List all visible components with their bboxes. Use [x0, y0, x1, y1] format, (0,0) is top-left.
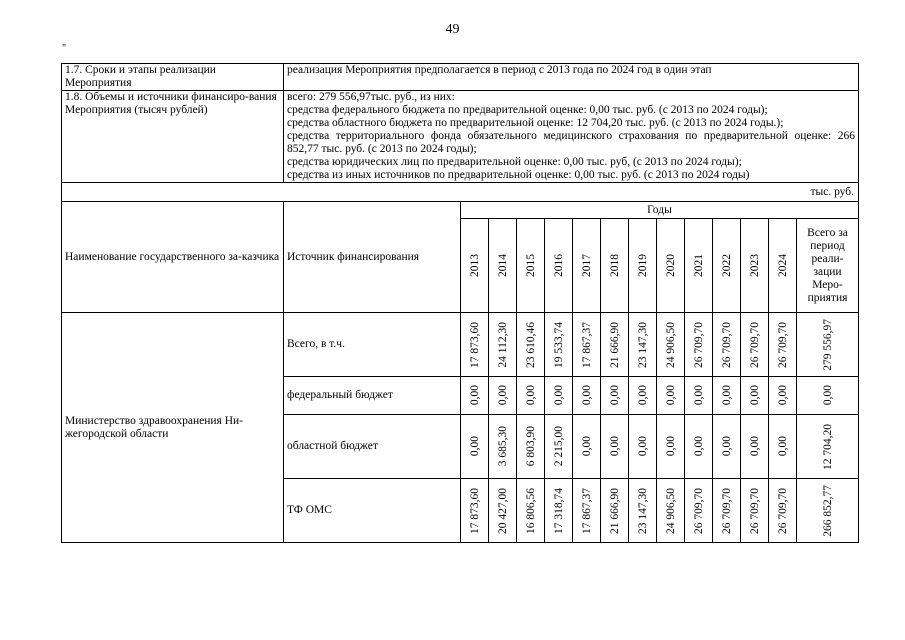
cell-content	[573, 254, 600, 277]
value-cell	[629, 377, 657, 415]
cell-text: 24 906,50	[664, 321, 677, 368]
cell-content	[713, 436, 740, 456]
cell-content	[545, 322, 572, 368]
cell-text: 0,00	[692, 385, 705, 406]
cell-text: 2014	[496, 254, 509, 277]
cell-text: 2013	[468, 254, 481, 277]
cell-content	[769, 322, 796, 368]
cell-text: 0,00	[748, 385, 761, 406]
cell-content	[601, 436, 628, 456]
value-cell	[545, 479, 573, 543]
cell-text: 2020	[664, 254, 677, 277]
value-cell	[769, 377, 797, 415]
cell-content	[489, 426, 516, 466]
year-header	[461, 219, 489, 313]
cell-text: 279 556,97	[821, 318, 834, 371]
value-cell	[657, 377, 685, 415]
total-cell	[797, 479, 859, 543]
cell-content	[461, 488, 488, 534]
cell-content	[769, 254, 796, 277]
cell-content	[517, 385, 544, 405]
customer-name: Министерство здравоохранения Ни-жегородской области	[62, 313, 284, 543]
cell-content	[545, 254, 572, 277]
cell-content	[713, 322, 740, 368]
cell-text: 0,00	[580, 385, 593, 406]
value-cell	[601, 479, 629, 543]
cell-content	[797, 319, 858, 371]
cell-text: 23 147,30	[636, 321, 649, 368]
year-header	[545, 219, 573, 313]
cell-text: 0,00	[608, 436, 621, 457]
value-cell	[489, 313, 517, 377]
value-cell	[713, 377, 741, 415]
source-column-header: Источник финансирования	[284, 202, 461, 313]
cell-content	[573, 385, 600, 405]
cell-text: 0,00	[580, 436, 593, 457]
value-cell	[685, 479, 713, 543]
value-cell	[461, 415, 489, 479]
total-cell	[797, 377, 859, 415]
funding-label: 1.8. Объемы и источники финансиро-вания Мероприятия (тысяч рублей)	[62, 91, 284, 183]
cell-text: 16 806,56	[524, 487, 537, 534]
unit-row	[62, 183, 859, 202]
value-cell	[741, 479, 769, 543]
cell-text: 21 666,90	[608, 487, 621, 534]
year-header	[629, 219, 657, 313]
cell-text: 24 112,30	[496, 321, 509, 368]
cell-text: 24 906,50	[664, 487, 677, 534]
cell-content	[517, 254, 544, 277]
value-cell	[769, 313, 797, 377]
value-cell	[489, 377, 517, 415]
funding-line: средства территориального фонда обязательного медицинского страхования по предварительной оценке: 266 852,77 тыс. руб. (с 2013 по 2024 годы);	[287, 130, 855, 155]
cell-content	[685, 385, 712, 405]
year-header	[573, 219, 601, 313]
cell-text: 0,00	[821, 385, 834, 406]
cell-text: 17 867,37	[580, 321, 593, 368]
cell-text: 17 873,60	[468, 487, 481, 534]
years-title: Годы	[461, 202, 859, 219]
header-row-years-title	[62, 202, 859, 219]
cell-text: 2024	[776, 254, 789, 277]
cell-text: 0,00	[720, 385, 733, 406]
funding-details	[284, 91, 859, 183]
cell-content	[797, 424, 858, 470]
year-header	[489, 219, 517, 313]
page-number: 49	[445, 22, 460, 37]
cell-text: 0,00	[552, 385, 565, 406]
value-cell	[601, 313, 629, 377]
value-cell	[769, 415, 797, 479]
cell-content	[657, 488, 684, 534]
cell-content	[713, 488, 740, 534]
year-header	[769, 219, 797, 313]
cell-content	[461, 322, 488, 368]
funding-line: средства областного бюджета по предварительной оценке: 12 704,20 тыс. руб. (с 2013 по 2024 годы.);	[287, 117, 784, 129]
value-cell	[741, 415, 769, 479]
cell-content	[489, 322, 516, 368]
cell-text: 23 610,46	[524, 321, 537, 368]
year-header	[685, 219, 713, 313]
cell-content	[657, 254, 684, 277]
funding-line: всего: 279 556,97тыс. руб., из них:	[287, 91, 455, 103]
cell-content	[685, 436, 712, 456]
cell-content	[545, 488, 572, 534]
cell-content	[573, 322, 600, 368]
value-cell	[629, 479, 657, 543]
cell-content	[797, 385, 858, 405]
total-cell	[797, 415, 859, 479]
value-cell	[489, 479, 517, 543]
timing-label: 1.7. Сроки и этапы реализации Мероприятия	[62, 64, 284, 91]
cell-text: 6 803,90	[524, 426, 537, 467]
year-header	[741, 219, 769, 313]
cell-text: 0,00	[608, 385, 621, 406]
cell-text: 20 427,00	[496, 487, 509, 534]
cell-content	[489, 488, 516, 534]
cell-text: 0,00	[496, 385, 509, 406]
value-cell	[657, 479, 685, 543]
cell-text: 0,00	[636, 436, 649, 457]
cell-text: 2017	[580, 254, 593, 277]
source-label: ТФ ОМС	[284, 479, 461, 543]
cell-content	[461, 254, 488, 277]
cell-content	[769, 385, 796, 405]
total-cell	[797, 313, 859, 377]
cell-content	[601, 385, 628, 405]
value-cell	[657, 415, 685, 479]
value-cell	[713, 479, 741, 543]
value-cell	[573, 415, 601, 479]
value-cell	[517, 479, 545, 543]
cell-text: 17 318,74	[552, 487, 565, 534]
cell-content	[713, 254, 740, 277]
cell-content	[629, 488, 656, 534]
cell-content	[629, 254, 656, 277]
cell-text: 2019	[636, 254, 649, 277]
cell-content	[489, 254, 516, 277]
cell-content	[769, 488, 796, 534]
cell-content	[601, 488, 628, 534]
cell-content	[741, 254, 768, 277]
cell-text: 0,00	[468, 436, 481, 457]
unit-label: тыс. руб.	[62, 183, 859, 202]
value-cell	[517, 313, 545, 377]
cell-text: 23 147,30	[636, 487, 649, 534]
source-label: федеральный бюджет	[284, 377, 461, 415]
funding-line: средства из иных источников по предварительной оценке: 0,00 тыс. руб. (с 2013 по 2024 годы)	[287, 169, 750, 181]
cell-text: 26 709,70	[692, 487, 705, 534]
year-header	[713, 219, 741, 313]
cell-content	[713, 385, 740, 405]
value-cell	[685, 313, 713, 377]
year-header	[601, 219, 629, 313]
cell-content	[517, 322, 544, 368]
value-cell	[741, 313, 769, 377]
value-cell	[685, 415, 713, 479]
cell-text: 21 666,90	[608, 321, 621, 368]
cell-text: 2015	[524, 254, 537, 277]
value-cell	[713, 313, 741, 377]
cell-content	[601, 322, 628, 368]
value-cell	[461, 313, 489, 377]
cell-text: 12 704,20	[821, 423, 834, 470]
funding-row	[62, 91, 859, 183]
cell-content	[685, 254, 712, 277]
cell-content	[741, 488, 768, 534]
cell-content	[489, 385, 516, 405]
value-cell	[741, 377, 769, 415]
cell-text: 2021	[692, 254, 705, 277]
cell-text: 26 709,70	[748, 321, 761, 368]
cell-text: 2022	[720, 254, 733, 277]
cell-content	[601, 254, 628, 277]
value-cell	[629, 415, 657, 479]
cell-content	[517, 426, 544, 466]
table-row	[62, 313, 859, 377]
cell-text: 17 873,60	[468, 321, 481, 368]
value-cell	[657, 313, 685, 377]
cell-content	[685, 322, 712, 368]
cell-content	[685, 488, 712, 534]
cell-content	[741, 385, 768, 405]
value-cell	[685, 377, 713, 415]
cell-content	[545, 385, 572, 405]
source-label: Всего, в т.ч.	[284, 313, 461, 377]
cell-content	[545, 426, 572, 466]
cell-content	[629, 385, 656, 405]
cell-text: 26 709,70	[776, 487, 789, 534]
year-header	[657, 219, 685, 313]
funding-line: средства федерального бюджета по предварительной оценке: 0,00 тыс. руб. (с 2013 по 2024 годы);	[287, 104, 768, 116]
cell-content	[573, 436, 600, 456]
cell-text: 2018	[608, 254, 621, 277]
cell-content	[741, 322, 768, 368]
cell-text: 26 709,70	[748, 487, 761, 534]
value-cell	[489, 415, 517, 479]
cell-content	[797, 485, 858, 537]
cell-text: 0,00	[748, 436, 761, 457]
source-label: областной бюджет	[284, 415, 461, 479]
value-cell	[573, 313, 601, 377]
cell-content	[657, 436, 684, 456]
cell-text: 19 533,74	[552, 321, 565, 368]
cell-text: 26 709,70	[720, 487, 733, 534]
value-cell	[713, 415, 741, 479]
cell-text: 0,00	[720, 436, 733, 457]
cell-text: 26 709,70	[776, 321, 789, 368]
cell-text: 0,00	[664, 385, 677, 406]
cell-text: 17 867,37	[580, 487, 593, 534]
value-cell	[545, 377, 573, 415]
cell-content	[629, 436, 656, 456]
value-cell	[573, 377, 601, 415]
cell-text: 2 215,00	[552, 426, 565, 467]
timing-row	[62, 64, 859, 91]
value-cell	[461, 377, 489, 415]
value-cell	[545, 313, 573, 377]
cell-content	[461, 385, 488, 405]
cell-text: 0,00	[636, 385, 649, 406]
cell-content	[517, 488, 544, 534]
cell-content	[657, 385, 684, 405]
cell-content	[573, 488, 600, 534]
cell-content	[769, 436, 796, 456]
cell-text: 26 709,70	[692, 321, 705, 368]
value-cell	[545, 415, 573, 479]
cell-text: 0,00	[468, 385, 481, 406]
cell-content	[741, 436, 768, 456]
value-cell	[601, 415, 629, 479]
value-cell	[769, 479, 797, 543]
value-cell	[517, 415, 545, 479]
value-cell	[517, 377, 545, 415]
cell-text: 0,00	[524, 385, 537, 406]
funding-line: средства юридических лиц по предварительной оценке: 0,00 тыс. руб, (с 2013 по 2024 годы);	[287, 156, 742, 168]
timing-value: реализация Мероприятия предполагается в период с 2013 года по 2024 год в один этап	[284, 64, 859, 91]
cell-text: 2016	[552, 254, 565, 277]
program-table	[61, 63, 859, 543]
cell-content	[461, 436, 488, 456]
cell-text: 3 685,30	[496, 426, 509, 467]
cell-text: 0,00	[776, 436, 789, 457]
year-header	[517, 219, 545, 313]
value-cell	[629, 313, 657, 377]
cell-content	[629, 322, 656, 368]
cell-content	[657, 322, 684, 368]
value-cell	[461, 479, 489, 543]
cell-text: 2023	[748, 254, 761, 277]
cell-text: 26 709,70	[720, 321, 733, 368]
cell-text: 0,00	[664, 436, 677, 457]
total-period-header: Всего за период реали-зации Меро-приятия	[797, 219, 859, 313]
quote-mark: "	[62, 43, 67, 54]
customer-column-header: Наименование государственного за-казчика	[62, 202, 284, 313]
cell-text: 0,00	[692, 436, 705, 457]
cell-text: 266 852,77	[821, 484, 834, 537]
cell-text: 0,00	[776, 385, 789, 406]
value-cell	[601, 377, 629, 415]
value-cell	[573, 479, 601, 543]
